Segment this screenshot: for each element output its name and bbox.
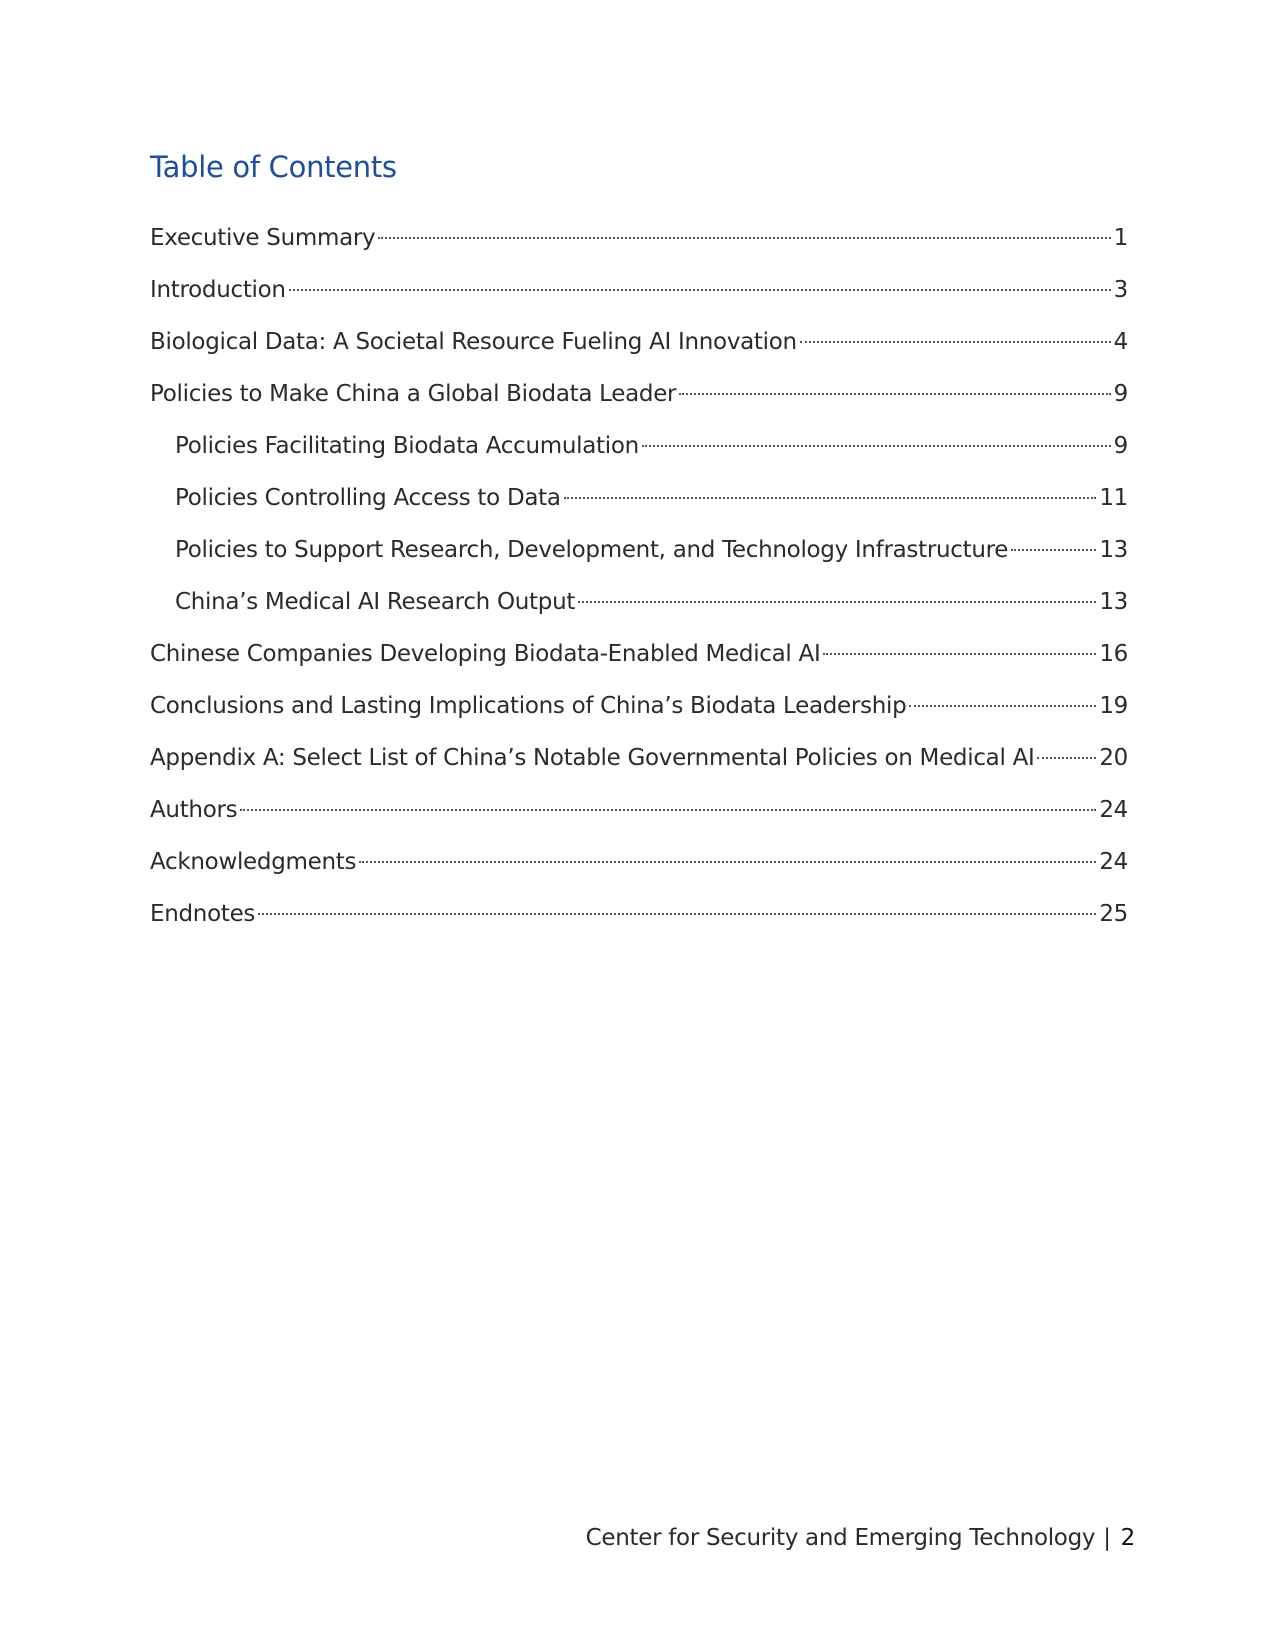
dot-leader [564,497,1097,499]
toc-entry-executive-summary[interactable] [150,218,1128,270]
dot-leader [823,653,1096,655]
toc-entry-label: Biological Data: A Societal Resource Fueling AI Innovation [150,329,797,355]
toc-entry-page: 24 [1099,797,1128,823]
toc-entry-label: Policies to Support Research, Development, and Technology Infrastructure [175,537,1009,563]
toc-entry-page: 1 [1113,225,1128,251]
toc-entry-page: 24 [1099,849,1128,875]
toc-entry-label: Chinese Companies Developing Biodata-Enabled Medical AI [150,641,821,667]
dot-leader [679,393,1110,395]
dot-leader [909,705,1096,707]
footer-page-number: 2 [1120,1525,1135,1551]
toc-entry-label: Policies Facilitating Biodata Accumulation [175,433,639,459]
toc-entry-appendix-a[interactable] [150,738,1128,790]
toc-entry-page: 19 [1099,693,1128,719]
footer-separator: | [1103,1525,1111,1551]
dot-leader [800,341,1111,343]
toc-entry-page: 9 [1113,433,1128,459]
toc-entry-label: Policies Controlling Access to Data [175,485,561,511]
toc-entry-page: 9 [1113,381,1128,407]
dot-leader [359,861,1096,863]
toc-entry-label: Policies to Make China a Global Biodata Leader [150,381,677,407]
toc-entry-page: 20 [1099,745,1128,771]
toc-entry-page: 13 [1099,589,1128,615]
dot-leader [378,237,1110,239]
toc-entry-policies-global-leader[interactable] [150,374,1128,426]
footer-organization: Center for Security and Emerging Technology [585,1525,1096,1551]
toc-entry-label: Authors [150,797,238,823]
toc-entry-research-output[interactable] [150,582,1128,634]
dot-leader [289,289,1111,291]
toc-entry-biological-data[interactable] [150,322,1128,374]
toc-entry-page: 16 [1099,641,1128,667]
dot-leader [1037,757,1096,759]
toc-entry-label: Endnotes [150,901,256,927]
toc-entry-authors[interactable] [150,790,1128,842]
dot-leader [258,913,1096,915]
toc-entry-label: Introduction [150,277,286,303]
toc-entry-endnotes[interactable] [150,894,1128,946]
toc-entry-page: 13 [1099,537,1128,563]
toc-entry-label: Conclusions and Lasting Implications of China’s Biodata Leadership [150,693,907,719]
toc-entry-page: 3 [1113,277,1128,303]
toc-entry-policies-access[interactable] [150,478,1128,530]
dot-leader [240,809,1096,811]
toc-entry-label: Executive Summary [150,225,376,251]
toc-entry-conclusions[interactable] [150,686,1128,738]
toc-entry-label: Appendix A: Select List of China’s Notable Governmental Policies on Medical AI [150,745,1035,771]
dot-leader [578,601,1096,603]
toc-entry-page: 11 [1099,485,1128,511]
page-footer [586,1525,1135,1551]
toc-title: Table of Contents [150,150,397,184]
toc-list [150,218,1128,946]
toc-entry-page: 4 [1113,329,1128,355]
dot-leader [1011,549,1096,551]
toc-entry-page: 25 [1099,901,1128,927]
toc-entry-chinese-companies[interactable] [150,634,1128,686]
toc-entry-label: Acknowledgments [150,849,357,875]
toc-entry-policies-accumulation[interactable] [150,426,1128,478]
toc-entry-policies-rnd[interactable] [150,530,1128,582]
toc-entry-introduction[interactable] [150,270,1128,322]
dot-leader [642,445,1111,447]
toc-entry-acknowledgments[interactable] [150,842,1128,894]
toc-entry-label: China’s Medical AI Research Output [175,589,576,615]
